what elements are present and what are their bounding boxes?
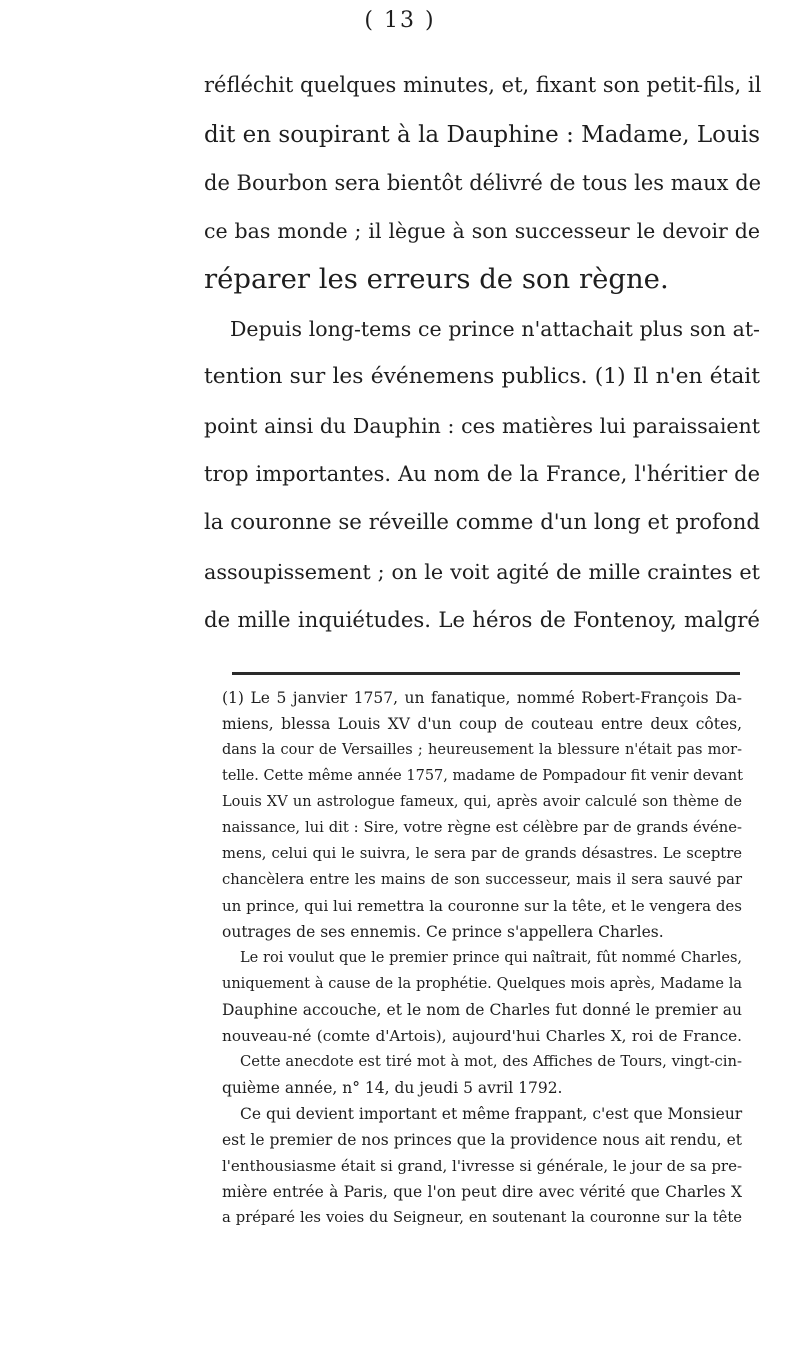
footnote-line: quième année, n° 14, du jeudi 5 avril 1792. bbox=[222, 1079, 563, 1097]
text-line: de Bourbon sera bientôt délivré de tous les maux de bbox=[204, 171, 762, 195]
text-line: la couronne se réveille comme d'un long et profond bbox=[204, 510, 760, 535]
footnote-line: chancèlera entre les mains de son successeur, mais il sera sauvé par bbox=[222, 871, 742, 888]
footnote-line: uniquement à cause de la prophétie. Quelques mois après, Madame la bbox=[222, 976, 742, 992]
text-line: trop importantes. Au nom de la France, l'héritier de bbox=[204, 462, 760, 486]
footnote-line: Ce qui devient important et même frappant, c'est que Monsieur bbox=[240, 1105, 743, 1123]
footnote-line: Le roi voulut que le premier prince qui naîtrait, fût nommé Charles, bbox=[240, 950, 742, 966]
footnote-line: mens, celui qui le suivra, le sera par de grands désastres. Le sceptre bbox=[222, 845, 742, 862]
footnote-line: nouveau-né (comte d'Artois), aujourd'hui Charles X, roi de France. bbox=[222, 1027, 742, 1045]
text-line: assoupissement ; on le voit agité de mille craintes et bbox=[204, 560, 760, 584]
footnote-line: a préparé les voies du Seigneur, en soutenant la couronne sur la tête bbox=[222, 1209, 742, 1226]
text-line: Depuis long-tems ce prince n'attachait plus son at- bbox=[230, 317, 760, 341]
footnote-line: mière entrée à Paris, que l'on peut dire avec vérité que Charles X bbox=[222, 1183, 742, 1201]
text-line: réfléchit quelques minutes, et, fixant son petit-fils, il bbox=[204, 73, 762, 97]
footnote-line: dans la cour de Versailles ; heureusement la blessure n'était pas mor- bbox=[222, 742, 742, 758]
footnote-line: naissance, lui dit : Sire, votre règne est célèbre par de grands événe- bbox=[222, 819, 742, 836]
footnote-line: Cette anecdote est tiré mot à mot, des Affiches de Tours, vingt-cin- bbox=[240, 1053, 742, 1070]
footnote-line: (1) Le 5 janvier 1757, un fanatique, nommé Robert-François Da- bbox=[222, 689, 742, 707]
footnote-line: Dauphine accouche, et le nom de Charles fut donné le premier au bbox=[222, 1001, 742, 1019]
footnote-line: telle. Cette même année 1757, madame de Pompadour fit venir devant bbox=[222, 768, 743, 784]
footnote-divider bbox=[232, 672, 740, 675]
text-line: ce bas monde ; il lègue à son successeur le devoir de bbox=[204, 219, 760, 243]
page-number: ( 13 ) bbox=[364, 8, 436, 33]
footnote-line: Louis XV un astrologue fameux, qui, après avoir calculé son thème de bbox=[222, 794, 742, 810]
text-line: point ainsi du Dauphin : ces matières lui paraissaient bbox=[204, 414, 760, 438]
footnote-line: outrages de ses ennemis. Ce prince s'appellera Charles. bbox=[222, 923, 664, 941]
footnote-line: un prince, qui lui remettra la couronne sur la tête, et le vengera des bbox=[222, 897, 742, 915]
footnote-line: l'enthousiasme était si grand, l'ivresse si générale, le jour de sa pre- bbox=[222, 1157, 743, 1175]
text-line: tention sur les événemens publics. (1) Il n'en était bbox=[204, 364, 760, 389]
footnote-line: est le premier de nos princes que la providence nous ait rendu, et bbox=[222, 1131, 742, 1149]
text-line: de mille inquiétudes. Le héros de Fontenoy, malgré bbox=[204, 608, 760, 633]
footnote-line: miens, blessa Louis XV d'un coup de couteau entre deux côtes, bbox=[222, 715, 742, 733]
text-line: réparer les erreurs de son règne. bbox=[204, 263, 669, 295]
text-line: dit en soupirant à la Dauphine : Madame, Louis bbox=[204, 122, 760, 148]
